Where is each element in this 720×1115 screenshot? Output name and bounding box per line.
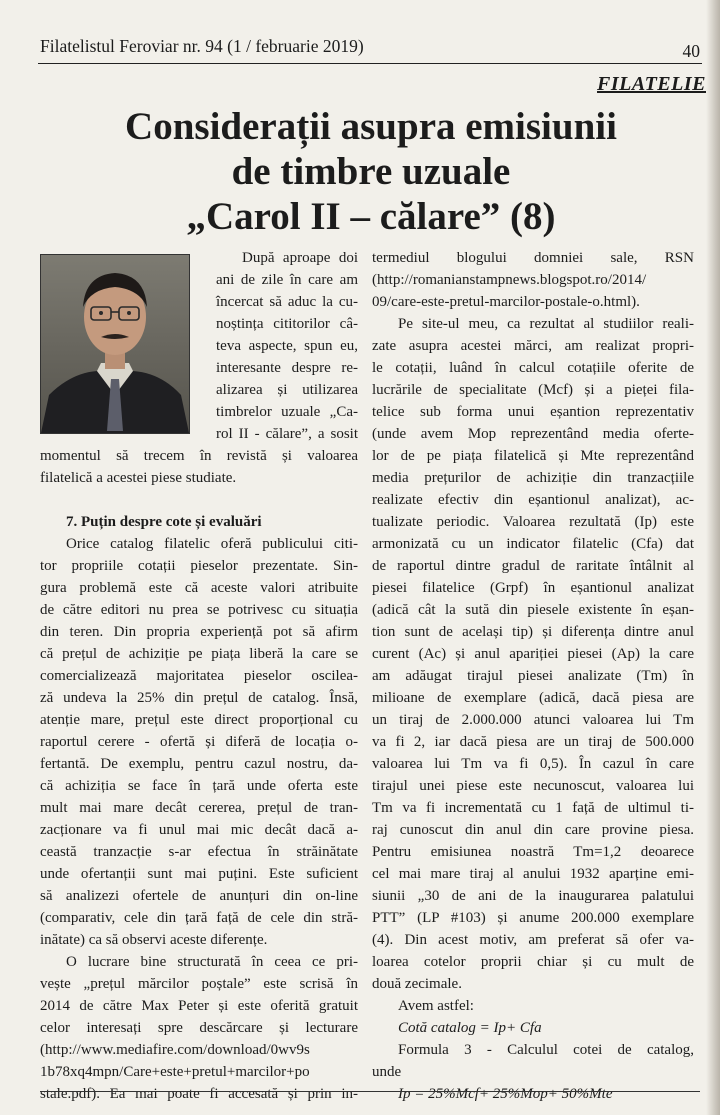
text-line: armonizată cu un indicator filatelic (Cfa) dat: [372, 536, 694, 552]
text-line: tor propriile cotații pieselor prezentate. Sin-: [40, 558, 358, 574]
text-line: zacționare va fi unul mai mic decât dacă a-: [40, 822, 358, 838]
text-line: tirajul unei piese este necunoscut, valoarea lui: [372, 778, 694, 794]
text-line: teva aspecte, spun eu,: [216, 338, 358, 354]
text-line: zate asupra acestei mărci, am realizat propri-: [372, 338, 694, 354]
text-line: PTT” (LP #103) și anume 200.000 exemplare: [372, 910, 694, 926]
text-line: fertantă. De exemplu, pentru cazul nostru, da-: [40, 756, 358, 772]
footer-rule: [40, 1091, 700, 1092]
article-title: [40, 104, 702, 239]
text-line: mult mai mare decât cererea, prețul de tran-: [40, 800, 358, 816]
text-line: milioane de exemplare (adică, dacă piesa are: [372, 690, 694, 706]
text-line: O lucrare bine structurată în ceea ce pri-: [66, 954, 358, 970]
formula-catalog: Cotă catalog = Ip+ Cfa: [398, 1020, 542, 1036]
text-line: să analizezi ofertele de anunțuri din on-line: [40, 888, 358, 904]
title-line: Considerații asupra emisiunii: [125, 105, 617, 148]
text-line: ani de zile în care am: [216, 272, 358, 288]
section-subheading: 7. Puțin despre cote și evaluări: [66, 514, 262, 530]
text-line: unde ofertanții sunt mai puțini. Este suficient: [40, 866, 358, 882]
section-label: FILATELIE: [597, 73, 706, 95]
text-line: tion sunt de același tip) și diferența dintre anul: [372, 624, 694, 640]
text-line: 1b78xq4mpn/Care+este+pretul+marcilor+po: [40, 1064, 310, 1080]
text-line: rol II - călare”, a sosit: [216, 426, 358, 442]
running-header: [40, 36, 700, 64]
text-line: interesante despre re-: [216, 360, 358, 376]
text-line: termediul blogului domniei sale, RSN: [372, 250, 694, 266]
formula-caption: unde: [372, 1064, 402, 1080]
text-line: Tm va fi incrementată cu 1 față de ultimul ti-: [372, 800, 694, 816]
text-line: piesei filatelice (Grpf) în eșantionul analizat: [372, 580, 694, 596]
text-line: tualizate periodic. Valoarea rezultată (Ip) este: [372, 514, 694, 530]
text-line: alizarea și utilizarea: [216, 382, 358, 398]
text-line: din teren. Din propria experiență pot să afirm: [40, 624, 358, 640]
text-line: raj cunoscut din anul din care provine piesa.: [372, 822, 694, 838]
publication-info: Filatelistul Feroviar nr. 94 (1 / februarie 2019): [40, 36, 364, 56]
text-line: După aproape doi: [242, 250, 358, 266]
text-line: 09/care-este-pretul-marcilor-postale-o.html).: [372, 294, 640, 310]
text-line: lor de pe piața filatelică și Mte reprezentând: [372, 448, 694, 464]
paragraph: [40, 951, 358, 1105]
text-line: de către editori nu prea se potrivesc cu situația: [40, 602, 358, 618]
text-line: (unde avem Mop reprezentând media oferte-: [372, 426, 694, 442]
text-line: raportul cerere - ofertă și diferă de locația o-: [40, 734, 358, 750]
text-line: 2014 de către Max Peter și este oferită gratuit: [40, 998, 358, 1014]
right-column: [372, 247, 694, 1105]
text-line: Pe site-ul meu, ca rezultat al studiilor reali-: [398, 316, 694, 332]
text-line: încercat să aduc la cu-: [216, 294, 358, 310]
header-rule: [38, 63, 702, 64]
page-number: 40: [682, 41, 700, 61]
text-line: atenție mare, prețul este direct proporțional cu: [40, 712, 358, 728]
text-line: loarea cotelor proprii chiar și cu mult de: [372, 954, 694, 970]
intro-wrapped-text: [216, 247, 358, 445]
text-line: (http://www.mediafire.com/download/0wv9s: [40, 1042, 310, 1058]
text-line: filatelică a acestei piese studiate.: [40, 470, 237, 486]
text-line: de raportul dintre gradul de raritate întâlnit al: [372, 558, 694, 574]
text-line: lucrările de specialitate (Mcf) și a pieței fila-: [372, 382, 694, 398]
paragraph: [40, 533, 358, 951]
text-line: (adică cât la sută din piesele existente în eșan-: [372, 602, 694, 618]
title-line: „Carol II – călare” (8): [186, 195, 556, 238]
paragraph: [372, 247, 694, 313]
text-line: timbrelor uzuale „Ca-: [216, 404, 358, 420]
text-line: Pentru emisiunea noastră Tm=1,2 deoarece: [372, 844, 694, 860]
formula-ip: Ip = 25%Mcf+ 25%Mop+ 50%Mte: [398, 1086, 613, 1102]
text-line: (4). Din acest motiv, am preferat să ofer va-: [372, 932, 694, 948]
text-line: ză undeva la 25% din prețul de catalog. Însă,: [40, 690, 358, 706]
text-line: Avem astfel:: [398, 998, 474, 1014]
text-line: momentul să trecem în revistă și valoarea: [40, 448, 358, 464]
text-line: siunii „30 de ani de la inaugurarea palatului: [372, 888, 694, 904]
text-line: ceastă tranzacție s-ar efectua în străinătate: [40, 844, 358, 860]
text-line: un tiraj de 2.000.000 atunci valoarea lui Tm: [372, 712, 694, 728]
left-column: [40, 247, 358, 1105]
text-line: va fi 2, iar dacă piesa are un tiraj de 500.000: [372, 734, 694, 750]
text-line: celor interesați spre descărcare și lecturare: [40, 1020, 358, 1036]
text-line: am adăugat tirajul piesei analizate (Tm) în: [372, 668, 694, 684]
text-line: (comparativ, cele din țară față de cele din stră-: [40, 910, 358, 926]
text-line: noștința cititorilor câ-: [216, 316, 358, 332]
text-line: că achiziția se face în țară unde oferta este: [40, 778, 358, 794]
text-line: stale.pdf). Ea mai poate fi accesată și prin in-: [40, 1086, 358, 1102]
text-line: cel mai mare tiraj al anului 1932 aparține emi-: [372, 866, 694, 882]
text-line: comercializează majoritatea pieselor oscilea-: [40, 668, 358, 684]
text-line: (http://romanianstampnews.blogspot.ro/2014/: [372, 272, 647, 288]
text-line: media prețurilor de achiziție din tranzacțiile: [372, 470, 694, 486]
text-line: realizate efectiv din eșantionul analizat), ac-: [372, 492, 694, 508]
text-line: telice sub forma unui eșantion reprezentativ: [372, 404, 694, 420]
text-line: inătate) ca să observi aceste diferențe.: [40, 932, 268, 948]
paragraph: [372, 313, 694, 995]
text-line: le cotații, luând în calcul cotațiile oferite de: [372, 360, 694, 376]
formula-caption: Formula 3 - Calculul cotei de catalog,: [398, 1042, 694, 1058]
title-line: de timbre uzuale: [231, 150, 511, 193]
text-line: două zecimale.: [372, 976, 462, 992]
text-line: că prețul de achiziție pe piața liberă la care se: [40, 646, 358, 662]
text-line: vește „prețul mărcilor poștale” este scrisă în: [40, 976, 358, 992]
page-edge-shadow: [706, 0, 720, 1115]
text-line: valoarea lui Tm va fi 0,5). În cazul în care: [372, 756, 694, 772]
text-line: curent (Ac) și anul apariției piesei (Ap) la care: [372, 646, 694, 662]
text-line: Orice catalog filatelic oferă publicului citi-: [66, 536, 358, 552]
text-line: gura problemă este că aceste valori atribuite: [40, 580, 358, 596]
